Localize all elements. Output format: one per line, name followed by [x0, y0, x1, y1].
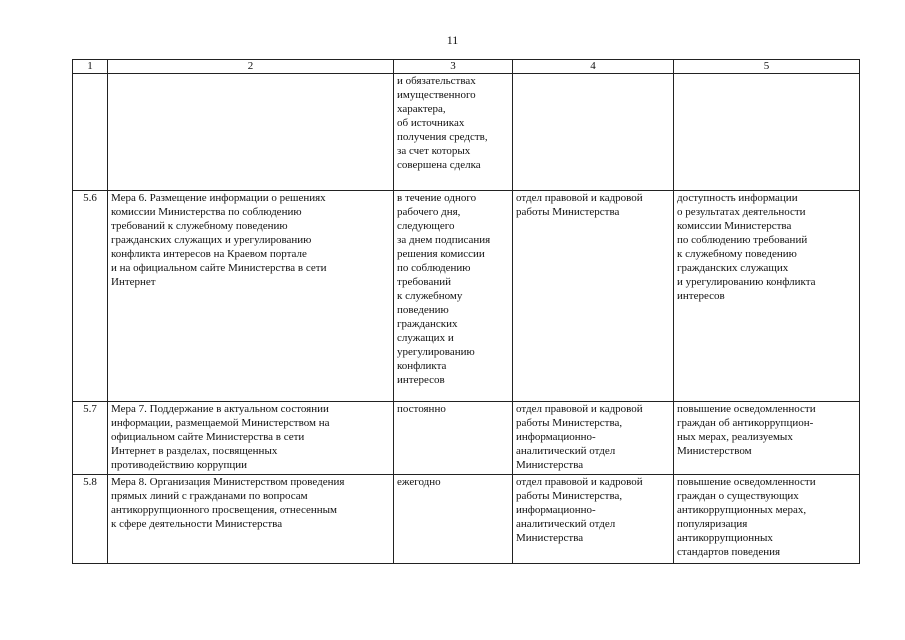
measures-table	[72, 59, 860, 564]
table-row	[73, 402, 860, 475]
measure-cell: Мера 6. Размещение информации о решениях комиссии Министерства по соблюдению требований к служебному поведению гражданских служащих и урегулированию конфликта интересов на Краевом портале и на официальном сайте Министерства в сети Интернет	[108, 191, 394, 402]
responsible-cell	[513, 74, 674, 191]
row-number-cell	[73, 74, 108, 191]
result-cell: повышение осведомленности граждан о существующих антикоррупционных мерах, популяризация антикоррупционных стандартов поведения	[674, 475, 860, 564]
column-header: 2	[108, 60, 394, 74]
column-header: 4	[513, 60, 674, 74]
measure-cell	[108, 74, 394, 191]
result-cell: доступность информации о результатах деятельности комиссии Министерства по соблюдению требований к служебному поведению гражданских служащих и урегулированию конфликта интересов	[674, 191, 860, 402]
deadline-cell: постоянно	[394, 402, 513, 475]
measure-cell: Мера 7. Поддержание в актуальном состоянии информации, размещаемой Министерством на официальном сайте Министерства в сети Интернет в разделах, посвященных противодействию коррупции	[108, 402, 394, 475]
row-number-cell: 5.6	[73, 191, 108, 402]
responsible-cell: отдел правовой и кадровой работы Министерства, информационно- аналитический отдел Министерства	[513, 402, 674, 475]
responsible-cell: отдел правовой и кадровой работы Министерства, информационно- аналитический отдел Министерства	[513, 475, 674, 564]
table-row	[73, 74, 860, 191]
page-number: 11	[446, 33, 459, 47]
table-header-row	[73, 60, 860, 74]
column-header: 3	[394, 60, 513, 74]
result-cell	[674, 74, 860, 191]
column-header: 5	[674, 60, 860, 74]
table-row	[73, 191, 860, 402]
deadline-cell: ежегодно	[394, 475, 513, 564]
measure-cell: Мера 8. Организация Министерством проведения прямых линий с гражданами по вопросам антикоррупционного просвещения, отнесенным к сфере деятельности Министерства	[108, 475, 394, 564]
responsible-cell: отдел правовой и кадровой работы Министерства	[513, 191, 674, 402]
column-header: 1	[73, 60, 108, 74]
table-row	[73, 475, 860, 564]
deadline-cell: в течение одного рабочего дня, следующего за днем подписания решения комиссии по соблюдению требований к служебному поведению гражданских служащих и урегулированию конфликта интересов	[394, 191, 513, 402]
row-number-cell: 5.7	[73, 402, 108, 475]
deadline-cell: и обязательствах имущественного характера, об источниках получения средств, за счет которых совершена сделка	[394, 74, 513, 191]
result-cell: повышение осведомленности граждан об антикоррупцион- ных мерах, реализуемых Министерством	[674, 402, 860, 475]
row-number-cell: 5.8	[73, 475, 108, 564]
